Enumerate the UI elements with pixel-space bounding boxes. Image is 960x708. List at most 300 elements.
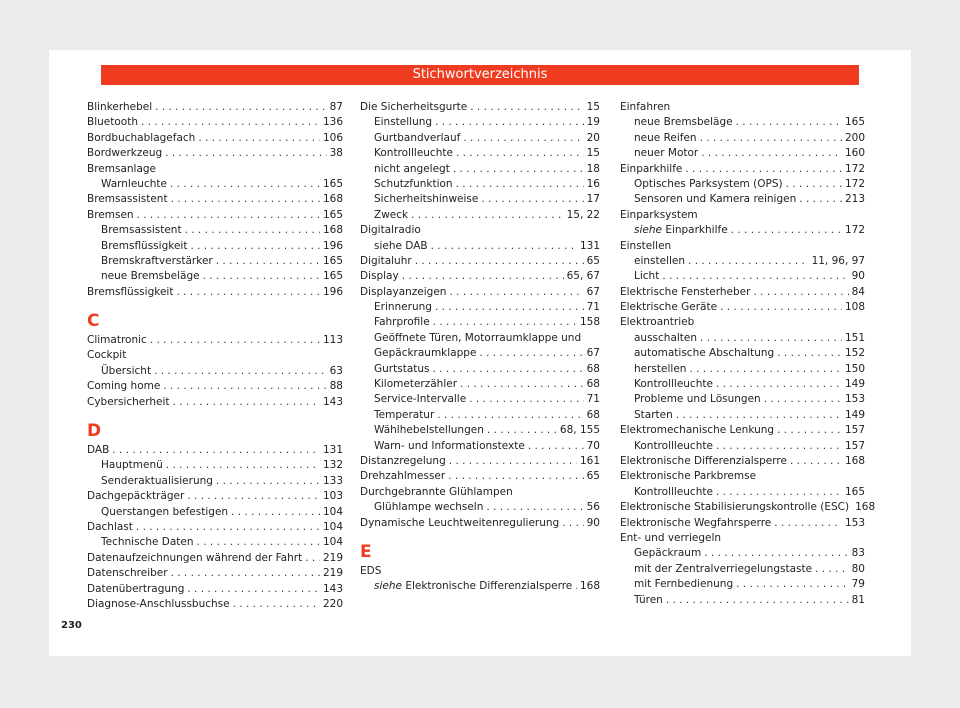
dot-leader [528, 439, 584, 454]
entry-title: Licht [634, 270, 660, 283]
entry-page: 158 [579, 316, 600, 329]
entry-title: Digitaluhr [360, 254, 412, 267]
entry-title: Querstangen befestigen [101, 505, 229, 518]
entry-page: 11, 96, 97 [811, 254, 865, 267]
dot-leader [799, 192, 842, 207]
index-entry [620, 423, 865, 438]
index-entry [87, 223, 343, 238]
index-entry [87, 535, 343, 550]
index-entry [87, 520, 343, 535]
entry-page: 80 [851, 562, 865, 575]
entry-title: Optisches Parksystem (OPS) [634, 177, 783, 190]
index-entry [620, 254, 865, 269]
dot-leader [753, 285, 848, 300]
index-entry [87, 489, 343, 504]
entry-page: 87 [329, 101, 343, 113]
entry-page: 103 [322, 490, 343, 503]
dot-leader [786, 177, 842, 192]
index-entry [360, 408, 600, 423]
entry-page: 19 [586, 116, 600, 129]
index-entry [87, 333, 343, 348]
index-entry [360, 362, 600, 377]
entry-title: Gepäckraum [634, 547, 702, 560]
index-entry [620, 362, 865, 377]
index-entry [87, 597, 343, 612]
entry-page: 15 [586, 101, 600, 113]
dot-leader [170, 177, 320, 192]
index-entry [620, 331, 865, 346]
dot-leader [700, 331, 842, 346]
letter-heading-c: C [87, 311, 100, 332]
entry-page: 68 [586, 378, 600, 391]
entry-page: 16 [586, 177, 600, 190]
index-entry [360, 115, 600, 130]
entry-title: neue Bremsbeläge [634, 116, 733, 129]
index-entry [620, 269, 865, 284]
dot-leader [453, 162, 584, 177]
index-entry [360, 469, 600, 484]
dot-leader [676, 408, 842, 423]
dot-leader [716, 377, 842, 392]
entry-page: 219 [322, 567, 343, 580]
dot-leader [575, 579, 577, 594]
entry-title: neue Reifen [634, 131, 697, 144]
entry-title: Gurtbandverlauf [374, 131, 461, 144]
entry-title: Dachlast [87, 520, 133, 533]
entry-title: Fahrprofile [374, 316, 430, 329]
entry-title: siehe DAB [374, 239, 428, 252]
index-entry [87, 208, 343, 223]
dot-leader [155, 100, 326, 115]
entry-title: Bremsassistent [87, 193, 168, 206]
entry-page: 17 [586, 193, 600, 206]
entry-title: einstellen [634, 254, 686, 267]
dot-leader [720, 300, 842, 315]
entry-title: Cybersicherheit [87, 395, 170, 408]
dot-leader [481, 192, 583, 207]
dot-leader [460, 377, 584, 392]
entry-page: 65, 67 [566, 270, 600, 283]
index-entry [360, 454, 600, 469]
dot-leader [198, 131, 320, 146]
entry-title: Starten [634, 408, 673, 421]
entry-page: 157 [844, 424, 865, 437]
index-entry [360, 208, 600, 223]
index-entry [620, 485, 865, 500]
entry-title: automatische Abschaltung [634, 347, 775, 360]
entry-page: 143 [322, 582, 343, 595]
dot-leader [187, 489, 320, 504]
entry-title: Datenübertragung [87, 582, 185, 595]
entry-title: Kontrollleuchte [634, 378, 713, 391]
index-entry [360, 177, 600, 192]
entry-title: Temperatur [374, 408, 435, 421]
dot-leader [487, 423, 557, 438]
entry-page: 196 [322, 239, 343, 252]
entry-title: Elektrische Fensterheber [620, 285, 751, 298]
dot-leader [141, 115, 320, 130]
entry-page: 18 [586, 162, 600, 175]
entry-title: Display [360, 270, 399, 283]
dot-leader [486, 500, 583, 515]
dot-leader [233, 597, 320, 612]
entry-page: 108 [844, 301, 865, 314]
entry-title: Displayanzeigen [360, 285, 447, 298]
dot-leader [166, 458, 320, 473]
entry-title: Wählhebelstellungen [374, 424, 484, 437]
entry-title: Schutzfunktion [374, 177, 453, 190]
entry-page: 165 [322, 254, 343, 267]
dot-leader [764, 392, 842, 407]
index-entry [87, 254, 343, 269]
entry-title: Kontrollleuchte [634, 439, 713, 452]
entry-title: Bremsassistent [101, 224, 182, 237]
dot-leader [411, 208, 563, 223]
dot-leader [231, 505, 320, 520]
dot-leader [176, 285, 320, 300]
index-entry [87, 395, 343, 410]
entry-title: Dachgepäckträger [87, 490, 185, 503]
entry-page: 71 [586, 393, 600, 406]
dot-leader [790, 454, 842, 469]
entry-title: Kilometerzähler [374, 378, 458, 391]
entry-page: 71 [586, 301, 600, 314]
entry-title: Sicherheitshinweise [374, 193, 479, 206]
dot-leader [435, 300, 584, 315]
dot-leader [666, 593, 849, 608]
entry-page: 68, 155 [559, 424, 600, 437]
entry-title: Bordwerkzeug [87, 147, 163, 160]
entry-page: 165 [844, 116, 865, 129]
index-entry [360, 254, 600, 269]
index-heading-entry: Digitalradio [360, 224, 421, 237]
siehe-label: siehe [634, 224, 662, 237]
index-entry [87, 458, 343, 473]
entry-title: Hauptmenü [101, 459, 163, 472]
entry-page: 79 [851, 578, 865, 591]
dot-leader [415, 254, 584, 269]
dot-leader [736, 577, 849, 592]
index-entry [360, 100, 600, 115]
index-entry [360, 439, 600, 454]
dot-leader [700, 131, 842, 146]
entry-page: 15, 22 [566, 208, 600, 221]
dot-leader [190, 239, 320, 254]
entry-title: Kontrollleuchte [634, 485, 713, 498]
entry-title: Erinnerung [374, 301, 432, 314]
index-entry [87, 443, 343, 458]
index-entry [87, 239, 343, 254]
entry-page: 63 [329, 364, 343, 377]
entry-title: Türen [634, 593, 663, 606]
dot-leader [171, 566, 320, 581]
index-entry [87, 582, 343, 597]
dot-leader [736, 115, 842, 130]
entry-title: Technische Daten [101, 536, 194, 549]
dot-leader [448, 469, 583, 484]
index-entry [360, 423, 600, 438]
entry-page: 70 [586, 439, 600, 452]
entry-page: 132 [322, 459, 343, 472]
entry-page: 68 [586, 408, 600, 421]
dot-leader [456, 177, 584, 192]
index-entry [620, 392, 865, 407]
dot-leader [456, 146, 584, 161]
index-heading-entry: Elektroantrieb [620, 316, 695, 329]
entry-page: 213 [844, 193, 865, 206]
entry-title: Einparkhilfe [620, 162, 683, 175]
entry-title: Datenaufzeichnungen während der Fahrt [87, 551, 303, 564]
dot-leader [562, 516, 583, 531]
entry-title: Distanzregelung [360, 454, 446, 467]
dot-leader [431, 239, 577, 254]
entry-page: 152 [844, 347, 865, 360]
entry-title: neuer Motor [634, 147, 699, 160]
index-entry [87, 177, 343, 192]
entry-page: 83 [851, 547, 865, 560]
dot-leader [185, 223, 320, 238]
index-heading-entry: Geöffnete Türen, Motorraumklappe und [374, 331, 582, 344]
index-heading-entry: Einparksystem [620, 208, 698, 221]
dot-leader [173, 395, 320, 410]
entry-title: Elektronische Wegfahrsperre [620, 516, 772, 529]
index-entry [87, 100, 343, 115]
index-entry [360, 239, 600, 254]
entry-title: Diagnose-Anschlussbuchse [87, 597, 230, 610]
entry-page: 157 [844, 439, 865, 452]
entry-page: 153 [844, 516, 865, 529]
entry-page: 131 [579, 239, 600, 252]
entry-page: 104 [322, 505, 343, 518]
entry-page: 219 [322, 551, 343, 564]
dot-leader [774, 516, 842, 531]
entry-title: Gurtstatus [374, 362, 430, 375]
dot-leader [701, 146, 842, 161]
index-heading-entry: EDS [360, 564, 382, 577]
entry-title: mit der Zentralverriegelungstaste [634, 562, 813, 575]
entry-title: Service-Intervalle [374, 393, 467, 406]
dot-leader [463, 131, 583, 146]
entry-page: 133 [322, 474, 343, 487]
entry-page: 67 [586, 285, 600, 298]
index-entry [360, 285, 600, 300]
dot-leader [689, 362, 842, 377]
index-entry [620, 562, 865, 577]
dot-leader [154, 364, 327, 379]
index-entry [620, 577, 865, 592]
index-entry [87, 285, 343, 300]
dot-leader [216, 474, 320, 489]
entry-title: mit Fernbedienung [634, 578, 734, 591]
index-entry [87, 115, 343, 130]
entry-page: 56 [586, 501, 600, 514]
dot-leader [469, 392, 583, 407]
entry-title: Zweck [374, 208, 409, 221]
index-entry [620, 593, 865, 608]
dot-leader [479, 346, 583, 361]
entry-page: 150 [844, 362, 865, 375]
entry-page: 90 [851, 270, 865, 283]
index-entry [360, 377, 600, 392]
entry-title: Elektronische Stabilisierungskontrolle (ESC) [620, 501, 850, 514]
entry-page: 200 [844, 131, 865, 144]
index-entry [620, 408, 865, 423]
entry-title: Glühlampe wechseln [374, 501, 484, 514]
entry-page: 113 [322, 334, 343, 347]
entry-page: 15 [586, 147, 600, 160]
dot-leader [716, 485, 842, 500]
index-entry [360, 516, 600, 531]
entry-title: Drehzahlmesser [360, 470, 446, 483]
index-entry [620, 346, 865, 361]
dot-leader [165, 146, 326, 161]
index-entry [620, 285, 865, 300]
index-heading-entry: Elektronische Parkbremse [620, 470, 757, 483]
entry-page: 68 [586, 362, 600, 375]
dot-leader [197, 535, 320, 550]
page-title-banner: Stichwortverzeichnis [101, 65, 859, 85]
entry-page: 165 [322, 177, 343, 190]
index-entry [360, 269, 600, 284]
entry-page: 131 [322, 444, 343, 457]
index-entry [360, 500, 600, 515]
entry-title: Bordbuchablagefach [87, 131, 196, 144]
entry-page: 149 [844, 378, 865, 391]
dot-leader [437, 408, 583, 423]
dot-leader [402, 269, 564, 284]
dot-leader [470, 100, 583, 115]
index-entry [620, 300, 865, 315]
entry-title: nicht angelegt [374, 162, 450, 175]
entry-page: 172 [844, 177, 865, 190]
entry-page: 84 [851, 285, 865, 298]
dot-leader [685, 162, 842, 177]
entry-title: Einparkhilfe [665, 224, 728, 237]
dot-leader [815, 562, 849, 577]
index-entry [620, 192, 865, 207]
index-heading-entry: Cockpit [87, 349, 127, 362]
index-column-2 [360, 100, 600, 595]
entry-title: Bluetooth [87, 116, 138, 129]
index-entry [360, 579, 600, 594]
entry-page: 67 [586, 347, 600, 360]
entry-page: 160 [844, 147, 865, 160]
dot-leader [777, 423, 842, 438]
dot-leader [163, 379, 326, 394]
dot-leader [688, 254, 809, 269]
index-page [49, 50, 911, 656]
entry-page: 104 [322, 520, 343, 533]
letter-heading-e: E [360, 541, 372, 562]
index-entry [620, 546, 865, 561]
dot-leader [137, 208, 320, 223]
index-entry [87, 146, 343, 161]
entry-page: 168 [579, 580, 600, 593]
entry-title: Die Sicherheitsgurte [360, 101, 468, 113]
entry-page: 168 [322, 224, 343, 237]
index-entry [360, 131, 600, 146]
entry-page: 153 [844, 393, 865, 406]
entry-title: Elektrische Geräte [620, 301, 718, 314]
entry-title: neue Bremsbeläge [101, 270, 200, 283]
entry-page: 165 [322, 208, 343, 221]
index-entry [620, 439, 865, 454]
index-heading-entry: Bremsanlage [87, 162, 157, 175]
entry-title: Bremsflüssigkeit [101, 239, 188, 252]
index-entry [87, 364, 343, 379]
dot-leader [136, 520, 320, 535]
index-column-3 [620, 100, 876, 608]
entry-page: 104 [322, 536, 343, 549]
entry-page: 172 [844, 224, 865, 237]
index-entry [87, 379, 343, 394]
index-heading-entry: Durchgebrannte Glühlampen [360, 485, 513, 498]
entry-page: 151 [844, 331, 865, 344]
entry-page: 165 [844, 485, 865, 498]
dot-leader [216, 254, 320, 269]
index-entry [87, 551, 343, 566]
entry-page: 172 [844, 162, 865, 175]
page-number: 230 [61, 620, 82, 631]
dot-leader [112, 443, 320, 458]
index-entry [360, 392, 600, 407]
index-entry [620, 454, 865, 469]
entry-title: Warnleuchte [101, 177, 167, 190]
entry-title: Warn- und Informationstexte [374, 439, 525, 452]
index-heading-entry: Einfahren [620, 101, 671, 113]
index-entry [360, 192, 600, 207]
index-entry [87, 566, 343, 581]
entry-page: 20 [586, 131, 600, 144]
dot-leader [777, 346, 842, 361]
index-entry [620, 115, 865, 130]
entry-page: 165 [322, 270, 343, 283]
entry-page: 65 [586, 470, 600, 483]
entry-page: 136 [322, 116, 343, 129]
entry-page: 81 [851, 593, 865, 606]
dot-leader [187, 582, 320, 597]
entry-title: Einstellung [374, 116, 433, 129]
index-entry [620, 177, 865, 192]
entry-page: 88 [329, 380, 343, 393]
entry-title: Climatronic [87, 334, 147, 347]
index-entry [360, 300, 600, 315]
entry-page: 168 [844, 454, 865, 467]
entry-title: Coming home [87, 380, 161, 393]
entry-title: Kontrollleuchte [374, 147, 453, 160]
index-entry [620, 223, 865, 238]
index-entry [620, 146, 865, 161]
index-entry [620, 500, 876, 515]
dot-leader [305, 551, 320, 566]
index-column-1 [87, 100, 343, 612]
index-heading-entry: Einstellen [620, 239, 672, 252]
siehe-label: siehe [374, 580, 402, 593]
entry-title: Dynamische Leuchtweitenregulierung [360, 516, 560, 529]
entry-title: Gepäckraumklappe [374, 347, 477, 360]
entry-title: Bremskraftverstärker [101, 254, 213, 267]
entry-page: 196 [322, 285, 343, 298]
entry-title: ausschalten [634, 331, 698, 344]
dot-leader [171, 192, 320, 207]
index-entry [87, 474, 343, 489]
entry-page: 168 [322, 193, 343, 206]
index-entry [360, 346, 600, 361]
index-entry [360, 315, 600, 330]
entry-page: 220 [322, 597, 343, 610]
dot-leader [203, 269, 320, 284]
entry-title: Sensoren und Kamera reinigen [634, 193, 797, 206]
